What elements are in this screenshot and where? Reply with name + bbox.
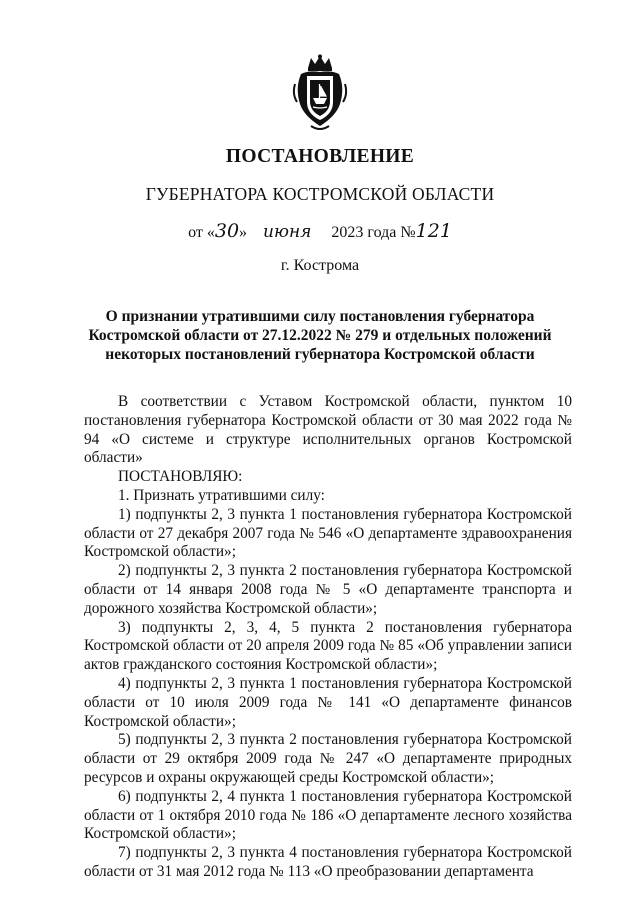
date-month: июня [263, 222, 312, 242]
document-number: 121 [415, 220, 452, 242]
date-number-line [0, 220, 640, 242]
coat-of-arms-emblem [291, 54, 349, 132]
date-mid: » [239, 224, 248, 241]
subitem-paragraph: 5) подпункты 2, 3 пункта 2 постановления губернатора Костромской области от 29 октября 2009 года № 247 «О департаменте природных ресурсов и охраны окружающей среды Костромской области»; [84, 731, 572, 786]
date-day: 30 [214, 220, 240, 242]
document-type-heading: ПОСТАНОВЛЕНИЕ [225, 146, 415, 167]
subitem-paragraph: 4) подпункты 2, 3 пункта 1 постановления губернатора Костромской области от 10 июля 2009 года № 141 «О департаменте финансов Костромской области»; [84, 674, 572, 730]
subitem-paragraph: 6) подпункты 2, 4 пункта 1 постановления губернатора Костромской области от 1 октября 2010 года № 186 «О департаменте лесного хозяйства Костромской области»; [84, 787, 572, 843]
subitem-paragraph: 1) подпункты 2, 3 пункта 1 постановления губернатора Костромской области от 27 декабря 2007 года № 546 «О департаменте здравоохранения Костромской области»; [84, 505, 572, 561]
item-1-paragraph: 1. Признать утратившими силу: [118, 486, 325, 504]
document-title: О признании утратившими силу постановления губернатора Костромской области от 27.12.2022 № 279 и отдельных положений некоторых постановлений губернатора Костромской области [88, 308, 552, 363]
city-line: г. Кострома [280, 257, 360, 274]
subitem-paragraph: 7) подпункты 2, 3 пункта 4 постановления губернатора Костромской области от 31 мая 2012 года № 113 «О преобразовании департамента [84, 844, 572, 880]
preamble-paragraph: В соответствии с Уставом Костромской области, пунктом 10 постановления губернатора Костромской области от 30 мая 2022 года № 94 «О системе и структуре исполнительных органов Костромской области» [84, 393, 572, 467]
subitem-paragraph: 3) подпункты 2, 3, 4, 5 пункта 2 постановления губернатора Костромской области от 20 апреля 2009 года № 85 «Об управлении записи актов гражданского состояния Костромской области»; [84, 618, 572, 674]
document-body [84, 393, 572, 882]
subitem-paragraph: 2) подпункты 2, 3 пункта 2 постановления губернатора Костромской области от 14 января 2008 года № 5 «О департаменте транспорта и дорожного хозяйства Костромской области»; [84, 562, 572, 617]
date-prefix: от « [188, 224, 215, 241]
issuer-heading: ГУБЕРНАТОРА КОСТРОМСКОЙ ОБЛАСТИ [145, 184, 495, 204]
decree-word: ПОСТАНОВЛЯЮ: [118, 468, 243, 486]
date-year: 2023 года № [331, 224, 416, 241]
